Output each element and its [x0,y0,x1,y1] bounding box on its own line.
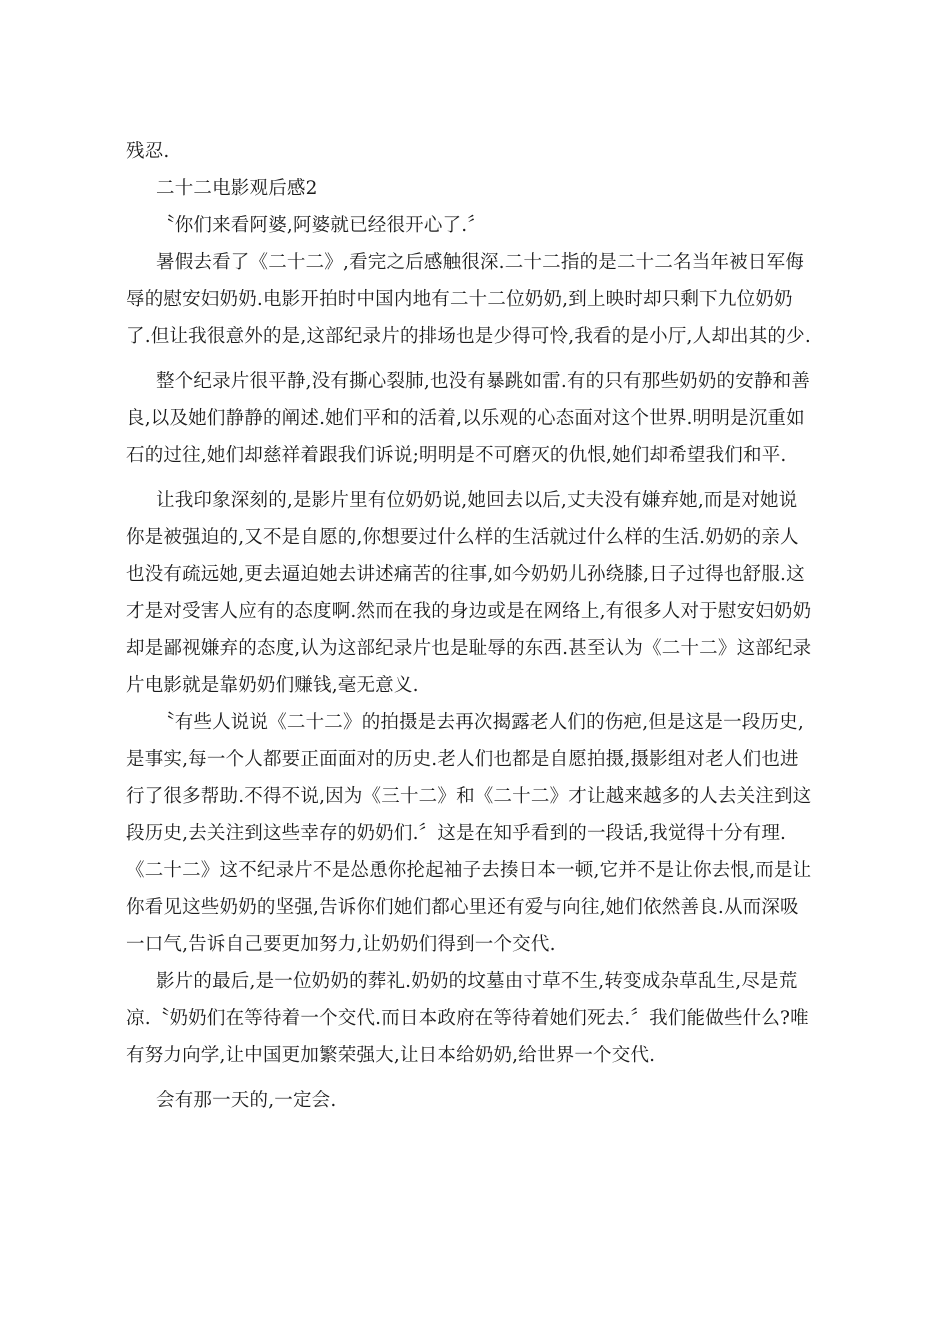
prev-fragment: 残忍. [126,141,170,162]
paragraph: 让我印象深刻的,是影片里有位奶奶说,她回去以后,丈夫没有嫌弃她,而是对她说你是被强迫的,又不是自愿的,你想要过什么样的生活就过什么样的生活.奶奶的亲人也没有疏远她,更去逼迫她去讲述痛苦的往事,如今奶奶儿孙绕膝,日子过得也舒服.这才是对受害人应有的态度啊.然而在我的身边或是在网络上,有很多人对于慰安妇奶奶却是鄙视嫌弃的态度,认为这部纪录片也是耻辱的东西.甚至认为《二十二》这部纪录片电影就是靠奶奶们赚钱,毫无意义. [126,490,812,696]
paragraph: 整个纪录片很平静,没有撕心裂肺,也没有暴跳如雷.有的只有那些奶奶的安静和善良,以及她们静静的阐述.她们平和的活着,以乐观的心态面对这个世界.明明是沉重如石的过往,她们却慈祥着跟我们诉说;明明是不可磨灭的仇恨,她们却希望我们和平. [126,371,811,466]
paragraph: 暑假去看了《二十二》,看完之后感触很深.二十二指的是二十二名当年被日军侮辱的慰安妇奶奶.电影开拍时中国内地有二十二位奶奶,到上映时却只剩下九位奶奶了.但让我很意外的是,这部纪录片的排场也是少得可怜,我看的是小厅,人却出其的少. [126,252,811,347]
document-body [126,133,816,1119]
paragraph-quote: 〝你们来看阿婆,阿婆就已经很开心了.〞 [156,215,487,236]
paragraph: 影片的最后,是一位奶奶的葬礼.奶奶的坟墓由寸草不生,转变成杂草乱生,尽是荒凉.〝奶奶们在等待着一个交代.而日本政府在等待着她们死去.〞我们能做些什么?唯有努力向学,让中国更加繁荣强大,让日本给奶奶,给世界一个交代. [126,971,809,1066]
paragraph-closing: 会有那一天的,一定会. [156,1090,337,1111]
paragraph: 〝有些人说说《二十二》的拍摄是去再次揭露老人们的伤疤,但是这是一段历史,是事实,每一个人都要正面面对的历史.老人们也都是自愿拍摄,摄影组对老人们也进行了很多帮助.不得不说,因为《三十二》和《二十二》才让越来越多的人去关注到这段历史,去关注到这些幸存的奶奶们.〞这是在知乎看到的一段话,我觉得十分有理.《二十二》这不纪录片不是怂恿你抡起袖子去揍日本一顿,它并不是让你去恨,而是让你看见这些奶奶的坚强,告诉你们她们都心里还有爱与向往,她们依然善良.从而深吸一口气,告诉自己要更加努力,让奶奶们得到一个交代. [126,712,812,955]
section-title: 二十二电影观后感2 [156,178,318,199]
